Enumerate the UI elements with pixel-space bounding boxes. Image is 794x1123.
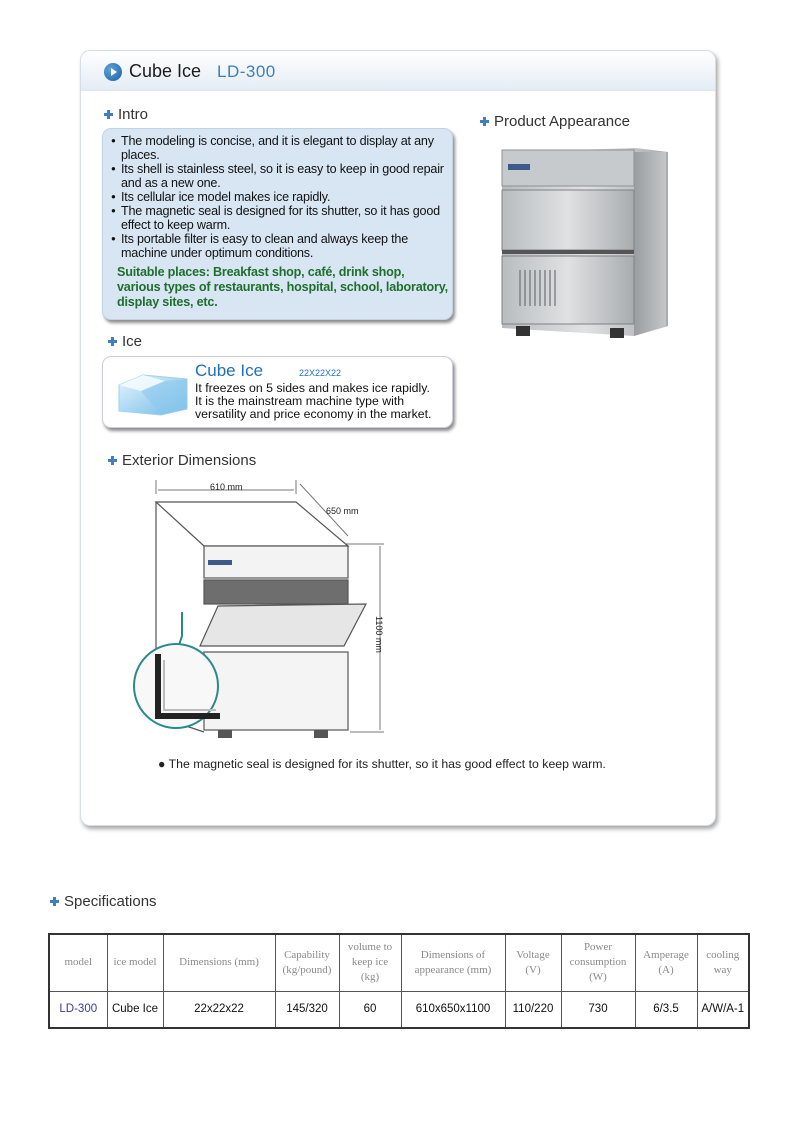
dimension-note: ● The magnetic seal is designed for its shutter, so it has good effect to keep warm. <box>158 757 606 771</box>
ice-desc-line: versatility and price economy in the market. <box>195 407 432 421</box>
intro-bullet: ● Its shell is stainless steel, so it is easy to keep in good repair and as a new one. <box>111 162 448 190</box>
intro-box <box>102 128 453 320</box>
product-title: Cube Ice <box>129 61 202 81</box>
ice-box <box>102 356 453 428</box>
column-header: Dimensions of appearance (mm) <box>401 934 505 991</box>
exterior-dimensions-heading <box>108 452 256 469</box>
exterior-dimensions-label: Exterior Dimensions <box>122 452 257 469</box>
intro-bullet: ● Its portable filter is easy to clean and always keep the machine under optimum conditions. <box>111 232 448 260</box>
product-appearance-label: Product Appearance <box>494 113 630 130</box>
card-header <box>81 51 715 91</box>
column-header: ice model <box>107 934 163 991</box>
column-header: Capability (kg/pound) <box>275 934 339 991</box>
intro-list <box>111 134 448 260</box>
table-cell: 610x650x1100 <box>401 991 505 1028</box>
table-header-row <box>49 934 749 991</box>
intro-heading <box>104 106 148 123</box>
column-header: Dimensions (mm) <box>163 934 275 991</box>
plus-icon <box>108 337 117 346</box>
table-cell: 110/220 <box>505 991 561 1028</box>
specifications-table <box>48 933 750 1029</box>
depth-label: 650 mm <box>326 506 359 516</box>
ice-size: 22X22X22 <box>299 368 342 378</box>
ice-desc-line: It is the mainstream machine type with <box>195 394 405 408</box>
table-cell: A/W/A-1 <box>697 991 749 1028</box>
column-header: Voltage (V) <box>505 934 561 991</box>
ice-description <box>195 382 431 421</box>
suitable-places: Suitable places: Breakfast shop, café, drink shop, various types of restaurants, hospital, school, laboratory, display sites, etc. <box>117 265 448 309</box>
ice-heading <box>108 333 142 350</box>
intro-heading-label: Intro <box>118 106 149 123</box>
ice-desc-line: It freezes on 5 sides and makes ice rapidly. <box>195 381 430 395</box>
dimension-drawing <box>128 476 398 744</box>
play-bullet-icon <box>104 63 122 81</box>
ice-cube-image <box>115 369 191 417</box>
table-cell: 145/320 <box>275 991 339 1028</box>
table-row <box>49 991 749 1028</box>
plus-icon <box>108 456 117 465</box>
intro-bullet: ● Its cellular ice model makes ice rapidly. <box>111 190 448 204</box>
column-header: model <box>49 934 107 991</box>
table-cell: 730 <box>561 991 635 1028</box>
product-model: LD-300 <box>217 62 276 81</box>
ice-heading-label: Ice <box>122 333 143 350</box>
width-label: 610 mm <box>210 482 243 492</box>
specifications-heading <box>50 893 157 910</box>
specifications-label: Specifications <box>64 893 157 910</box>
intro-bullet: ● The magnetic seal is designed for its shutter, so it has good effect to keep warm. <box>111 204 448 232</box>
column-header: volume to keep ice (kg) <box>339 934 401 991</box>
table-cell: Cube Ice <box>107 991 163 1028</box>
ice-machine-photo <box>498 146 682 346</box>
intro-bullet: ● The modeling is concise, and it is elegant to display at any places. <box>111 134 448 162</box>
column-header: cooling way <box>697 934 749 991</box>
column-header: Amperage (A) <box>635 934 697 991</box>
table-cell: 6/3.5 <box>635 991 697 1028</box>
plus-icon <box>480 117 489 126</box>
column-header: Power consumption (W) <box>561 934 635 991</box>
ice-type-name: Cube Ice <box>195 361 264 380</box>
height-label: 1100 mm <box>374 616 384 653</box>
plus-icon <box>50 897 59 906</box>
table-cell: 60 <box>339 991 401 1028</box>
table-cell: LD-300 <box>49 991 107 1028</box>
plus-icon <box>104 110 113 119</box>
product-appearance-heading <box>480 113 630 130</box>
table-cell: 22x22x22 <box>163 991 275 1028</box>
